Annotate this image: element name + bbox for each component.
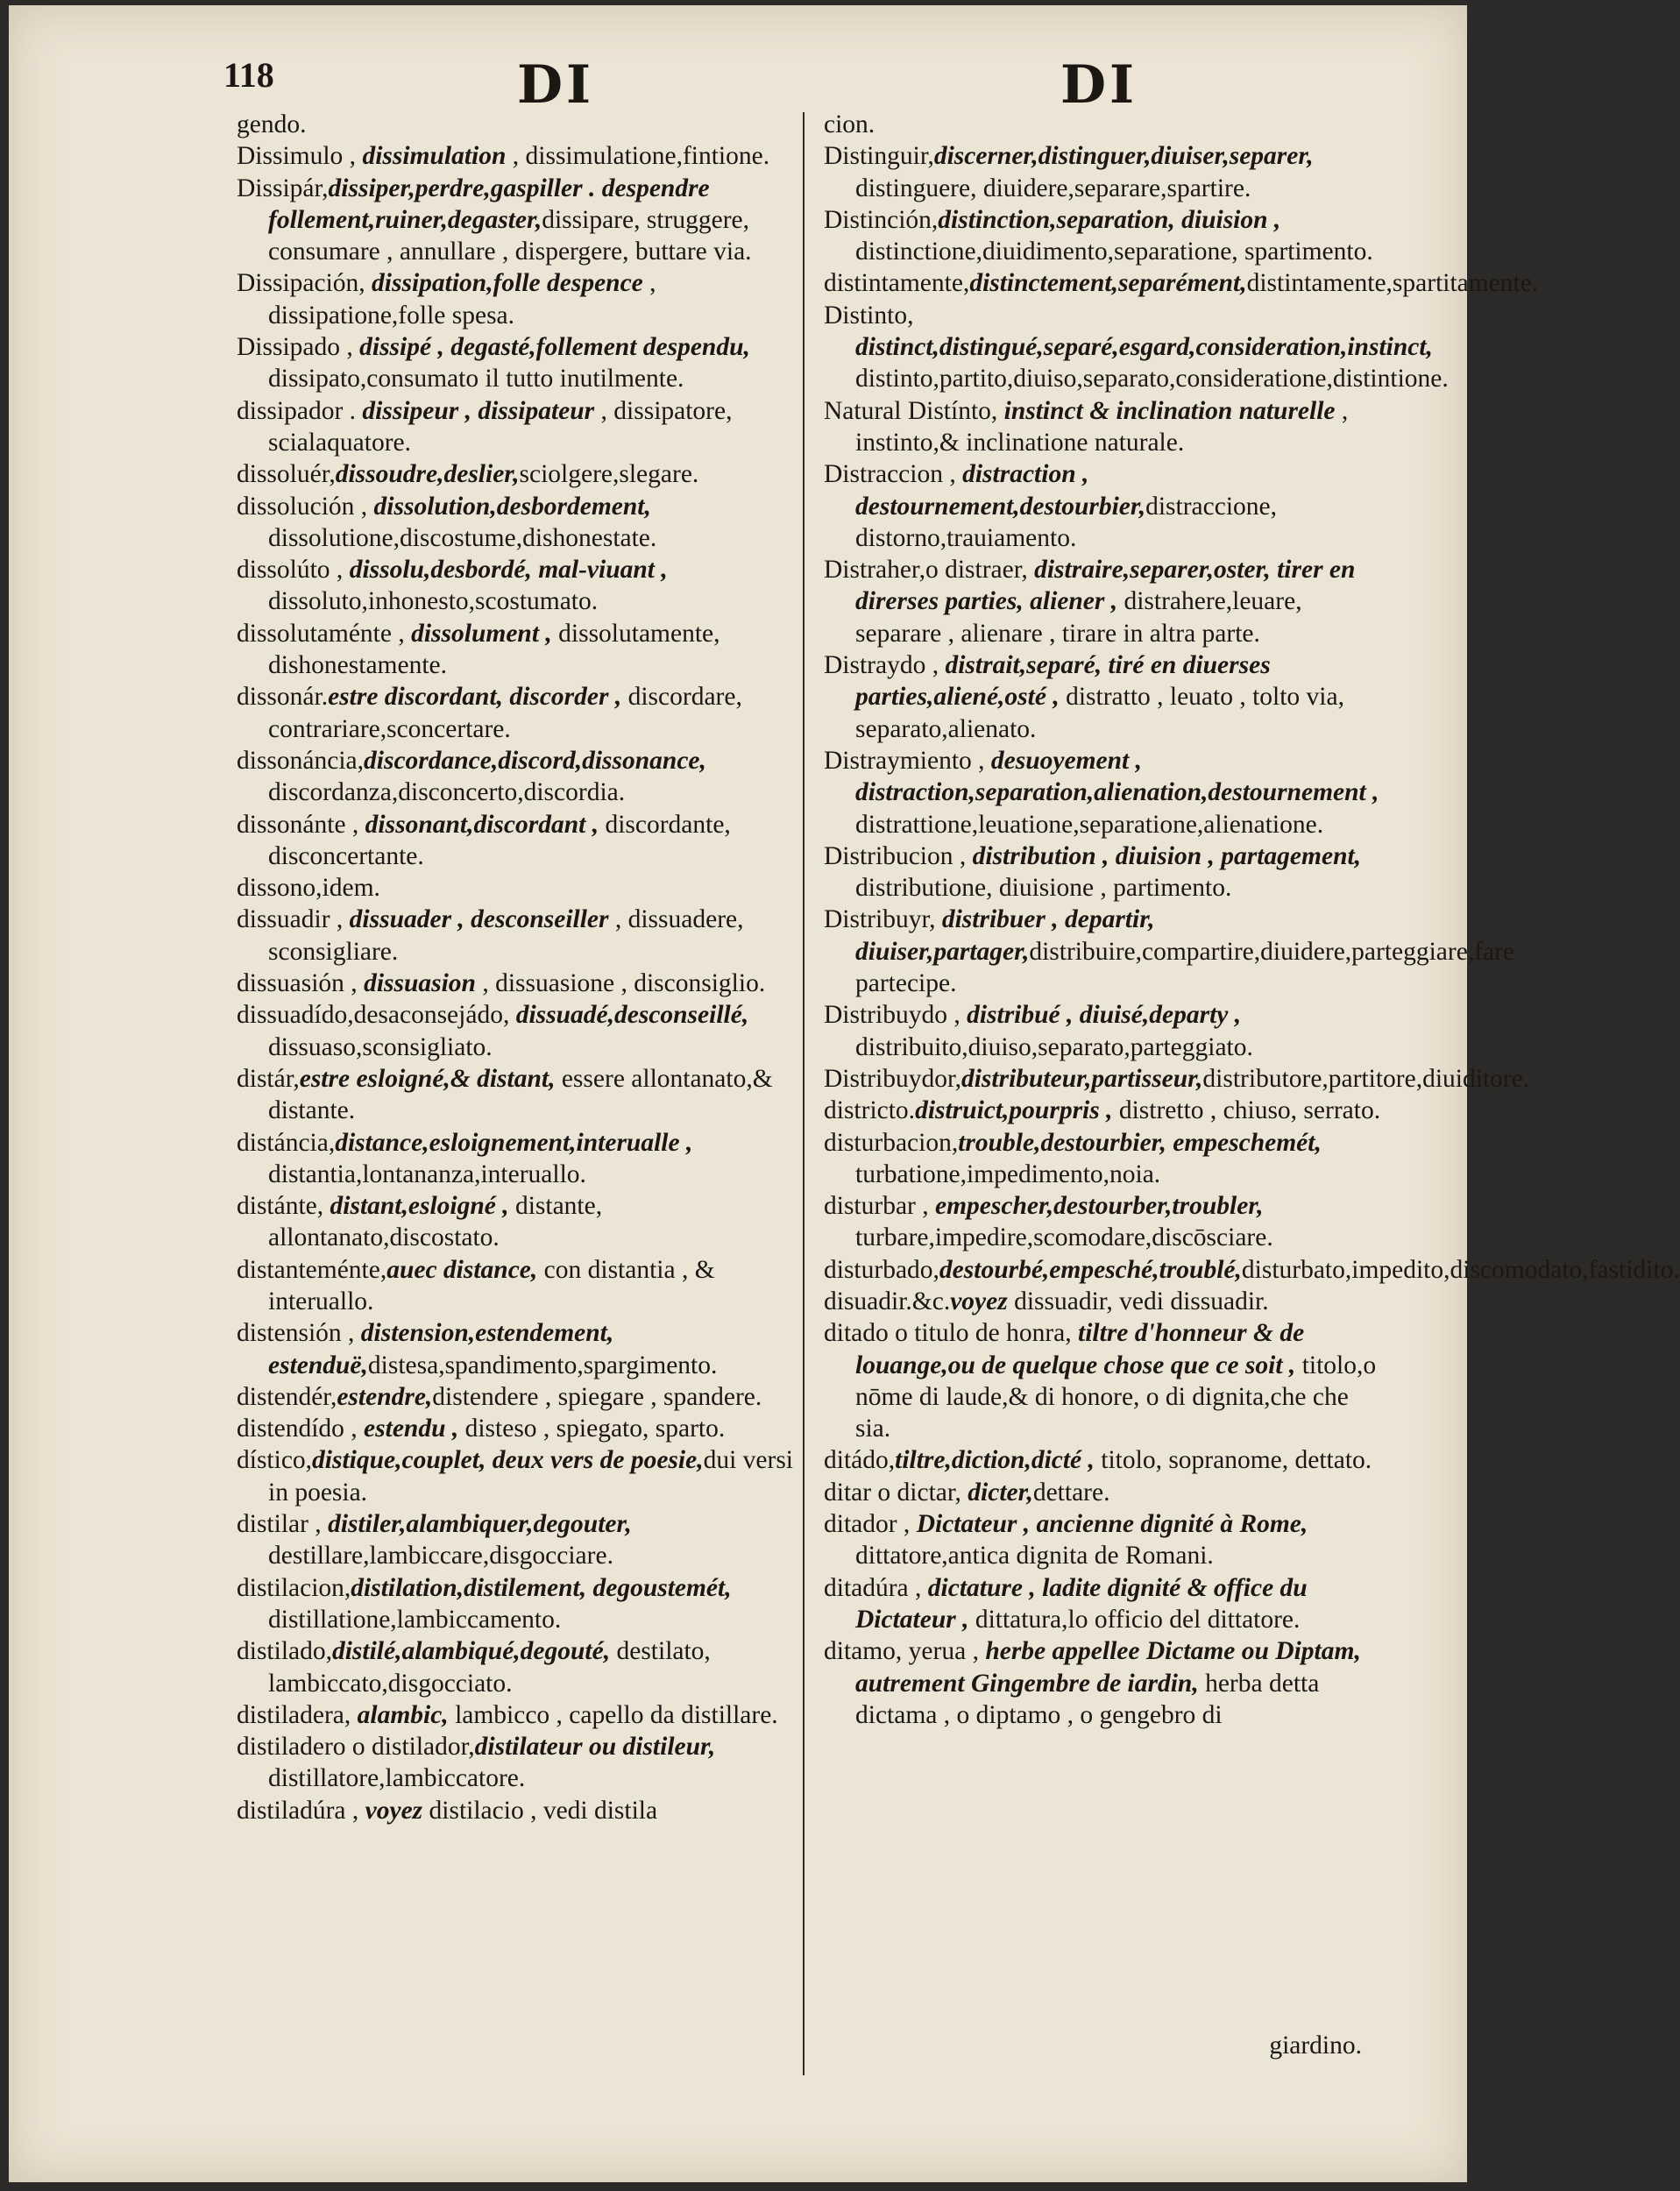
dictionary-entry [237,1254,797,1318]
entry-italian: , dissuasione , disconsiglio. [475,969,766,998]
entry-italian: disteso , spiegato, sparto. [458,1415,726,1443]
dictionary-entry [237,1317,797,1381]
entry-italian: dissolutione,discostume,dishonestate. [268,523,657,552]
entry-headword: ditado o titulo de honra, [824,1319,1072,1348]
dictionary-entry [237,1699,797,1731]
dictionary-entry [237,809,797,873]
entry-french: dissipeur , dissipateur [356,396,595,425]
dictionary-entry [237,1635,797,1699]
dictionary-entry [824,1635,1389,1731]
entry-french: dissoudre,deslier, [335,460,520,489]
entry-headword: dissoluér, [237,460,336,489]
dictionary-entry [237,331,797,395]
entry-italian: dittatura,lo officio del dittatore. [968,1605,1301,1634]
entry-french: distinct,distingué,separé,esgard,consideration,instinct, [855,333,1433,362]
entry-headword: Distinción, [824,205,939,234]
entry-headword: dissonáncia, [237,746,365,775]
entry-headword: Distribucion , [824,841,967,870]
entry-french: distinctement,separément, [969,269,1247,298]
entry-french: Dictateur , ancienne dignité à Rome, [910,1510,1308,1539]
entry-italian: distesa,spandimento,spargimento. [367,1351,718,1379]
dictionary-entry [237,173,797,268]
entry-italian: distilacio , vedi distila [422,1796,658,1825]
entry-headword: distintamente, [824,269,970,298]
entry-italian: , dissimulatione,fintione. [506,142,770,171]
entry-headword: ditádo, [824,1446,896,1475]
entry-headword: dissonár. [237,683,329,712]
entry-headword: dissipador . [237,396,357,425]
entry-french: tiltre,diction,dicté , [895,1446,1095,1475]
entry-italian: distinctione,diuidimento,separatione, spartimento. [855,238,1373,266]
entry-italian: lambicco , capello da distillare. [448,1700,778,1729]
entry-french: dissolu,desbordé, mal-viuant , [343,556,668,585]
dictionary-entry [237,872,797,904]
column-divider [803,112,805,2075]
entry-italian: con distantia , & interuallo. [268,1255,715,1315]
entry-headword: Dissimulo , [237,142,357,171]
dictionary-entry [824,204,1389,268]
left-column [237,109,797,1826]
dictionary-entry [824,1127,1389,1191]
dictionary-entry [824,649,1389,745]
entry-french: trouble,destourbier, empeschemét, [958,1128,1322,1157]
entry-headword: districto. [824,1096,916,1125]
entry-headword: distanteménte, [237,1255,387,1284]
entry-italian: distrahere,leuare, separare , alienare , tirare in altra parte. [855,587,1302,648]
dictionary-entry [824,999,1389,1063]
entry-italian: disturbato,impedito,discomodato,fastidito. [1241,1255,1680,1284]
entry-italian: distante, allontanato,discostato. [268,1192,603,1252]
entry-headword: disturbacion, [824,1128,959,1157]
entry-headword: Natural Distínto, [824,396,998,425]
dictionary-entry [824,458,1389,554]
entry-french: estendre, [337,1382,433,1411]
entry-italian: destillare,lambiccare,disgocciare. [268,1542,613,1571]
entry-headword: distánte, [237,1192,324,1221]
entry-headword: distendído , [237,1415,358,1443]
entry-italian: distratto , leuato , tolto via, separato,alienato. [855,683,1344,743]
entry-italian: titolo,o nōme di laude,& di honore, o di dignita,che che sia. [855,1351,1377,1443]
entry-french: distributeur,partisseur, [961,1064,1203,1093]
entry-french: voyez [358,1796,423,1825]
dictionary-entry [237,554,797,618]
entry-french: distinction,separation, diuision , [938,205,1281,234]
dictionary-entry [824,1317,1389,1444]
dictionary-entry [824,1444,1389,1476]
entry-french: dissolument , [404,619,552,648]
dictionary-entry [824,1572,1389,1636]
entry-italian: dettare. [1032,1478,1110,1507]
entry-italian: distrattione,leuatione,separatione,alienatione. [855,810,1324,839]
entry-italian: discordante, disconcertante. [268,810,731,870]
entry-headword: dissuasión , [237,969,358,998]
entry-french: estendu , [357,1415,459,1443]
entry-italian: sciolgere,slegare. [519,460,699,489]
right-column [824,109,1680,1731]
entry-french: discerner,distinguer,diuiser,separer, [933,142,1314,171]
entry-headword: Dissipár, [237,174,329,202]
entry-headword: ditamo, yerua , [824,1637,979,1666]
dictionary-entry [237,1190,797,1254]
entry-italian: distillatore,lambiccatore. [268,1764,526,1793]
dictionary-entry [237,968,797,999]
dictionary-entry [237,745,797,809]
entry-italian: distraccione, distorno,trauiamento. [855,492,1278,552]
entry-french: alambic, [351,1700,449,1729]
entry-french: desuoyement , distraction,separation,alienation,destournement , [855,746,1379,807]
entry-italian: destilato, lambiccato,disgocciato. [268,1637,711,1698]
dictionary-entry [237,1127,797,1191]
entry-headword: Distraydo , [824,651,939,680]
entry-french: distribué , diuisé,departy , [960,1001,1242,1030]
entry-headword: dissolución , [237,492,368,521]
entry-italian: distribuito,diuiso,separato,parteggiato. [855,1032,1253,1061]
entry-italian: dissuaso,sconsigliato. [268,1032,493,1061]
entry-headword: Distinto, [824,301,914,330]
entry-italian: distributione, diuisione , partimento. [855,874,1232,903]
entry-italian: dissuadir, vedi dissuadir. [1007,1287,1269,1315]
entry-french: dictature , ladite dignité & office du Dictateur , [855,1573,1308,1634]
entry-french: distraction , destournement,destourbier, [855,460,1146,521]
dictionary-entry [824,1508,1389,1572]
entry-italian: distinguere, diuidere,separare,spartire. [855,174,1251,202]
entry-headword: distiladera, [237,1700,351,1729]
dictionary-entry [824,1190,1389,1254]
entry-french: herbe appellee Dictame ou Diptam, autrement Gingembre de iardin, [855,1637,1361,1698]
entry-french: dissipé , degasté,follement despendu, [352,333,750,362]
entry-headword: distáncia, [237,1128,336,1157]
entry-italian: dissolutamente, dishonestamente. [268,619,720,680]
page-number: 118 [223,55,274,95]
entry-french: tiltre d'honneur & de louange,ou de quelque chose que ce soit , [855,1319,1305,1379]
entry-french: distilateur ou distileur, [474,1733,716,1762]
dictionary-entry [237,1508,797,1572]
entry-headword: ditador , [824,1510,911,1539]
entry-french: dissuadé,desconseillé, [509,1001,749,1030]
dictionary-entry [824,745,1389,840]
entry-italian: dittatore,antica dignita de Romani. [855,1542,1214,1571]
entry-french: dissuasion [357,969,476,998]
entry-french: distraire,separer,oster, tirer en direrses parties, aliener , [855,556,1356,616]
entry-headword: Distribuydo , [824,1001,961,1030]
entry-headword: distendér, [237,1382,337,1411]
entry-italian: dissipare, struggere, consumare , annullare , dispergere, buttare via. [268,205,752,266]
entry-italian: dui versi in poesia. [268,1446,794,1507]
entry-headword: distár, [237,1064,300,1093]
dictionary-entry [824,840,1389,904]
entry-headword: disuadir.&c. [824,1287,951,1315]
dictionary-entry [824,904,1515,999]
dictionary-entry [237,267,797,331]
entry-italian: discordanza,disconcerto,discordia. [268,778,626,807]
entry-french: distruict,pourpris , [915,1096,1113,1125]
entry-french: dissimulation [356,142,507,171]
entry-headword: distiladero o distilador, [237,1733,475,1762]
entry-french: distilé,alambiqué,degouté, [331,1637,611,1666]
entry-italian: turbare,impedire,scomodare,discōsciare. [855,1223,1273,1252]
entry-french: distance,esloignement,interualle , [335,1128,693,1157]
entry-french: dissiper,perdre,gaspiller . despendre follement,ruiner,degaster, [268,174,710,234]
entry-french: estre esloigné,& distant, [299,1064,556,1093]
entry-headword: Distraher,o distraer, [824,556,1028,585]
dictionary-entry [237,140,797,172]
entry-headword: Dissipación, [237,269,365,298]
entry-french: distant,esloigné , [323,1192,509,1221]
entry-italian: dissipato,consumato il tutto inutilmente. [268,365,684,394]
entry-headword: Dissipado , [237,333,353,362]
entry-italian: , dissuadere, sconsigliare. [268,905,744,966]
entry-french: dissonant,discordant , [358,810,599,839]
dictionary-entry [237,1413,797,1444]
entry-italian: , dissipatore, scialaquatore. [268,396,733,457]
entry-headword: dissonánte , [237,810,359,839]
entry-italian: discordare, contrariare,sconcertare. [268,683,742,743]
dictionary-entry [824,140,1389,204]
entry-italian: distretto , chiuso, serrato. [1112,1096,1381,1125]
entry-headword: Distribuyr, [824,905,936,934]
entry-headword: ditadúra , [824,1573,922,1602]
entry-italian: distinto,partito,diuiso,separato,consideratione,distintione. [855,365,1449,394]
entry-headword: distilacion, [237,1573,351,1602]
entry-italian: , instinto,& inclinatione naturale. [855,396,1349,457]
entry-headword: ditar o dictar, [824,1478,961,1507]
dictionary-entry [237,1795,797,1826]
dictionary-entry [824,300,1449,395]
entry-french: distique,couplet, deux vers de poesie, [312,1446,704,1475]
entry-italian: distillatione,lambiccamento. [268,1605,562,1634]
dictionary-entry [824,109,1389,140]
entry-headword: dissolutaménte , [237,619,405,648]
entry-headword: cion. [824,110,875,138]
entry-french: instinct & inclination naturelle [997,396,1336,425]
entry-french: voyez [950,1287,1008,1315]
dictionary-entry [237,999,797,1063]
dictionary-entry [237,681,797,745]
dictionary-entry [237,904,797,968]
entry-headword: distilado, [237,1637,332,1666]
entry-french: discordance,discord,dissonance, [364,746,706,775]
dictionary-entry [237,1444,797,1508]
entry-italian: , dissipatione,folle spesa. [268,269,656,330]
entry-italian: distributore,partitore,diuiditore. [1202,1064,1530,1093]
dictionary-entry [237,395,797,459]
entry-italian: dissoluto,inhonesto,scostumato. [268,587,599,616]
dictionary-page [9,5,1680,2182]
entry-headword: gendo. [237,110,307,138]
entry-french: destourbé,empesché,troublé, [939,1255,1242,1284]
entry-italian: distribuire,compartire,diuidere,parteggiare,fare partecipe. [855,937,1515,998]
entry-italian: distintamente,spartitamente. [1246,269,1539,298]
dictionary-entry [824,1063,1530,1095]
entry-headword: dissuadir , [237,905,344,934]
entry-italian: distantia,lontananza,interuallo. [268,1159,586,1188]
entry-italian: titolo, sopranome, dettato. [1094,1446,1372,1475]
dictionary-entry [824,1477,1389,1508]
entry-italian: distendere , spiegare , spandere. [432,1382,762,1411]
dictionary-entry [237,1063,797,1127]
dictionary-entry [237,618,797,682]
entry-french: estre discordant, discorder , [328,683,622,712]
entry-french: distilation,distilement, degoustemét, [351,1573,732,1602]
entry-italian: essere allontanato,& distante. [268,1064,773,1125]
entry-headword: Distraccion , [824,460,956,489]
entry-french: dissipation,folle despence [365,269,643,298]
dictionary-entry [237,1381,797,1413]
catchword: giardino. [1269,2031,1362,2060]
entry-headword: distiladúra , [237,1796,359,1825]
running-head-left: DI [517,54,595,116]
entry-french: distension,estendement, estenduë, [268,1319,614,1379]
dictionary-entry [824,395,1389,459]
entry-french: dissuader , desconseiller [343,905,609,934]
entry-french: distribution , diuision , partagement, [966,841,1362,870]
entry-headword: Distraymiento , [824,746,985,775]
entry-french: empescher,destourber,troubler, [928,1192,1264,1221]
dictionary-entry [237,1572,797,1636]
entry-headword: Distinguir, [824,142,934,171]
entry-french: auec distance, [386,1255,538,1284]
dictionary-entry [824,554,1389,649]
dictionary-entry [824,1254,1680,1286]
entry-headword: disturbado, [824,1255,939,1284]
running-head-right: DI [1060,54,1138,116]
entry-headword: dissolúto , [237,556,344,585]
entry-french: dicter, [961,1478,1033,1507]
dictionary-entry [237,109,797,140]
entry-headword: dissono,idem. [237,874,380,903]
dictionary-entry [824,1095,1389,1126]
entry-headword: distilar , [237,1510,322,1539]
entry-headword: dístico, [237,1446,313,1475]
entry-headword: distensión , [237,1319,355,1348]
entry-italian: herba detta dictama , o diptamo , o gengebro di [855,1669,1320,1729]
entry-headword: disturbar , [824,1192,929,1221]
entry-italian: turbatione,impedimento,noia. [855,1159,1161,1188]
dictionary-entry [237,491,797,555]
entry-french: dissolution,desbordement, [367,492,651,521]
dictionary-entry [237,1731,797,1795]
entry-french: distiler,alambiquer,degouter, [321,1510,632,1539]
entry-headword: Distribuydor, [824,1064,961,1093]
dictionary-entry [824,267,1539,299]
dictionary-entry [237,458,797,490]
entry-french: distribuer , departir, diuiser,partager, [855,905,1155,966]
dictionary-entry [824,1286,1389,1317]
entry-french: distrait,separé, tiré en diuerses parties,aliené,osté , [855,651,1271,712]
entry-headword: dissuadído,desaconsejádo, [237,1001,510,1030]
